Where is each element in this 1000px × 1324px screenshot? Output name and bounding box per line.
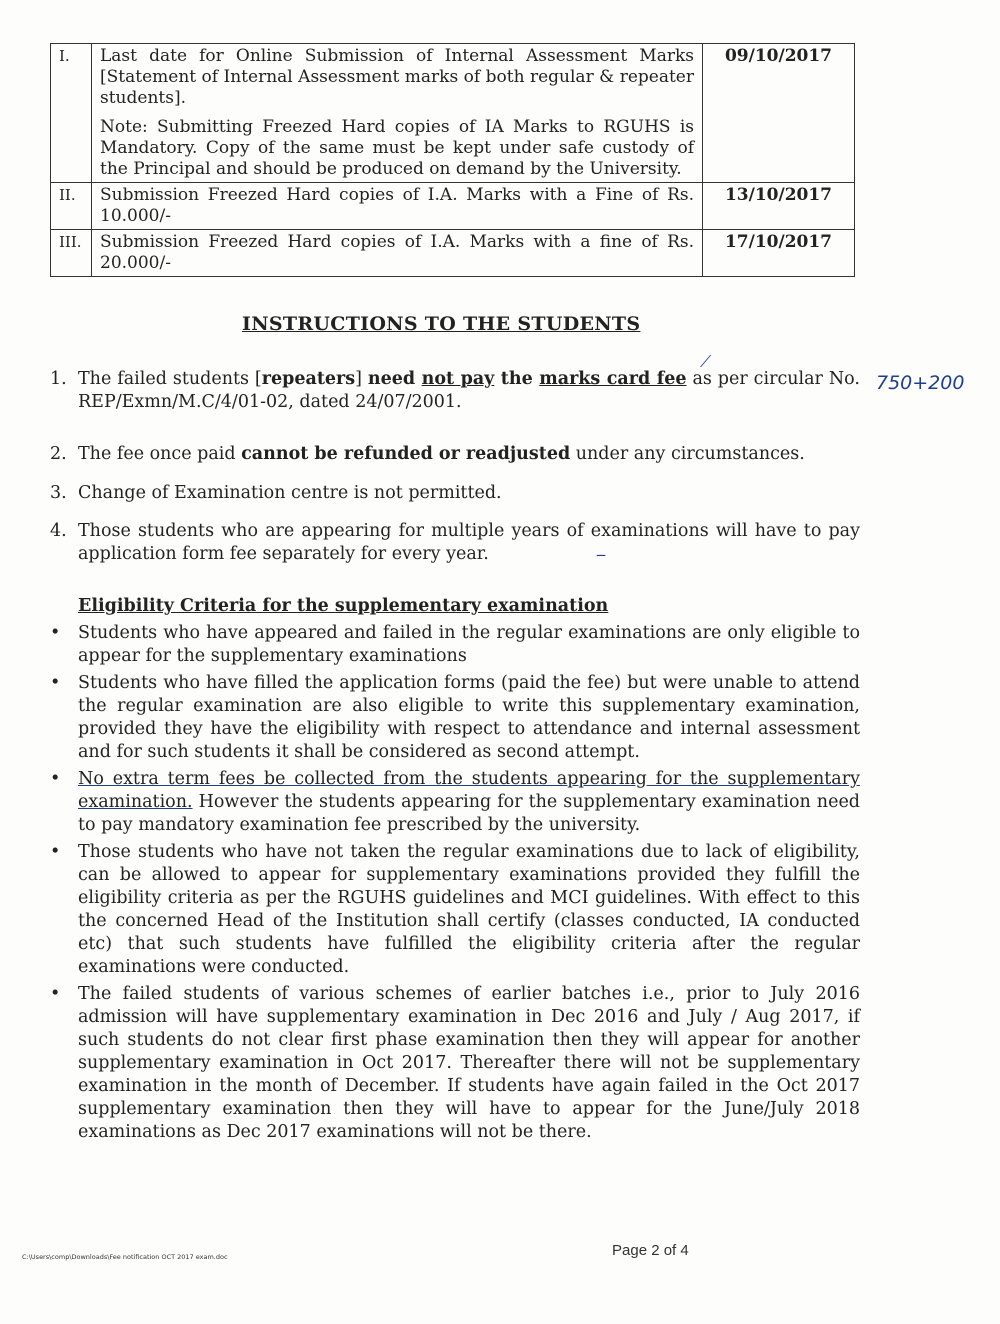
text-part: The failed students [ bbox=[78, 369, 262, 389]
page-number: Page 2 of 4 bbox=[612, 1242, 689, 1259]
text-part: The fee once paid bbox=[78, 444, 242, 464]
list-item bbox=[50, 841, 860, 979]
bold-underlined-text: not pay bbox=[421, 369, 495, 389]
row-number: III. bbox=[51, 230, 92, 277]
list-item-text bbox=[78, 768, 860, 837]
list-item bbox=[50, 768, 860, 837]
instruction-number: 4. bbox=[50, 521, 67, 541]
instruction-text bbox=[78, 368, 860, 414]
row-description bbox=[92, 44, 703, 183]
row-description: Submission Freezed Hard copies of I.A. Marks with a Fine of Rs. 10.000/- bbox=[92, 183, 703, 230]
instructions-heading: INSTRUCTIONS TO THE STUDENTS bbox=[242, 313, 641, 335]
bullet-mark: • bbox=[50, 769, 61, 789]
list-item-text: Students who have filled the application forms (paid the fee) but were unable to attend the regular examination are also eligible to write this supplementary examination, provided they have the eligibility with respect to attendance and internal assessment and for such students it shall be considered as second attempt. bbox=[78, 673, 860, 762]
instruction-item bbox=[50, 443, 860, 466]
row-number: II. bbox=[51, 183, 92, 230]
list-item bbox=[50, 622, 860, 668]
instruction-item bbox=[50, 482, 860, 505]
instruction-item bbox=[50, 520, 860, 566]
eligibility-list bbox=[50, 622, 860, 1148]
list-item bbox=[50, 983, 860, 1144]
row-date: 09/10/2017 bbox=[703, 44, 855, 183]
schedule-table bbox=[50, 43, 855, 277]
table-row bbox=[51, 230, 855, 277]
list-item-text: Students who have appeared and failed in the regular examinations are only eligible to appear for the supplementary examinations bbox=[78, 623, 860, 666]
list-item bbox=[50, 672, 860, 764]
eligibility-heading: Eligibility Criteria for the supplementary examination bbox=[78, 596, 609, 616]
footer-file-path: C:\Users\comp\Downloads\Fee notification OCT 2017 exam.doc bbox=[22, 1253, 228, 1261]
pen-mark: ⟋ bbox=[700, 352, 712, 371]
table-row bbox=[51, 183, 855, 230]
row-description: Submission Freezed Hard copies of I.A. Marks with a fine of Rs. 20.000/- bbox=[92, 230, 703, 277]
text-part: However the students appearing for the supplementary examination need to pay mandatory examination fee prescribed by the university. bbox=[78, 792, 860, 835]
instruction-text bbox=[78, 443, 860, 466]
bullet-mark: • bbox=[50, 984, 61, 1004]
instruction-number: 2. bbox=[50, 444, 67, 464]
instruction-number: 1. bbox=[50, 369, 67, 389]
instruction-text: Those students who are appearing for multiple years of examinations will have to pay application form fee separately for every year. bbox=[78, 521, 860, 564]
text-part: ] bbox=[355, 369, 368, 389]
bold-text: cannot be refunded or readjusted bbox=[241, 444, 571, 464]
table-row bbox=[51, 44, 855, 183]
bold-underlined-text: marks card fee bbox=[539, 369, 687, 389]
instruction-item bbox=[50, 368, 860, 414]
instruction-number: 3. bbox=[50, 483, 67, 503]
bullet-mark: • bbox=[50, 842, 61, 862]
list-item-text: The failed students of various schemes of earlier batches i.e., prior to July 2016 admission will have supplementary examination in Dec 2016 and July / Aug 2017, if such students do not clear first phase examination then they will appear for another supplementary examination in Oct 2017. Thereafter there will not be supplementary examination in the month of December. If students have again failed in the Oct 2017 supplementary examination then they will have to appear for the June/July 2018 examinations as Dec 2017 examinations will not be there. bbox=[78, 984, 860, 1142]
text-part: under any circumstances. bbox=[570, 444, 805, 464]
note-text: Note: Submitting Freezed Hard copies of IA Marks to RGUHS is Mandatory. Copy of the same must be kept under safe custody of the Principal and should be produced on demand by the University. bbox=[100, 117, 694, 179]
row-number: I. bbox=[51, 44, 92, 183]
bold-text: need bbox=[367, 369, 422, 389]
text-part: as per circular No. REP/Exmn/M.C/4/01-02, dated 24/07/2001. bbox=[78, 369, 860, 412]
pen-mark: ‒ bbox=[596, 545, 607, 564]
row-date: 13/10/2017 bbox=[703, 183, 855, 230]
list-item-text: Those students who have not taken the regular examinations due to lack of eligibility, can be allowed to appear for supplementary examinations provided they fulfill the eligibility criteria as per the RGUHS guidelines and MCI guidelines. With effect to this the concerned Head of the Institution shall certify (classes conducted, IA conducted etc) that such students have fulfilled the eligibility criteria after the regular examinations were conducted. bbox=[78, 842, 860, 977]
handwritten-annotation: 750+200 bbox=[876, 372, 965, 394]
bullet-mark: • bbox=[50, 673, 61, 693]
row-date: 17/10/2017 bbox=[703, 230, 855, 277]
bullet-mark: • bbox=[50, 623, 61, 643]
pen-underlined-text: No extra term fees be collected from the students appearing for the supplementary examination. bbox=[78, 769, 860, 812]
bold-text: the bbox=[494, 369, 540, 389]
description-text: Last date for Online Submission of Internal Assessment Marks [Statement of Internal Assessment marks of both regular & repeater students]. bbox=[100, 46, 694, 108]
bold-text: repeaters bbox=[261, 369, 356, 389]
instruction-text: Change of Examination centre is not permitted. bbox=[78, 483, 502, 503]
